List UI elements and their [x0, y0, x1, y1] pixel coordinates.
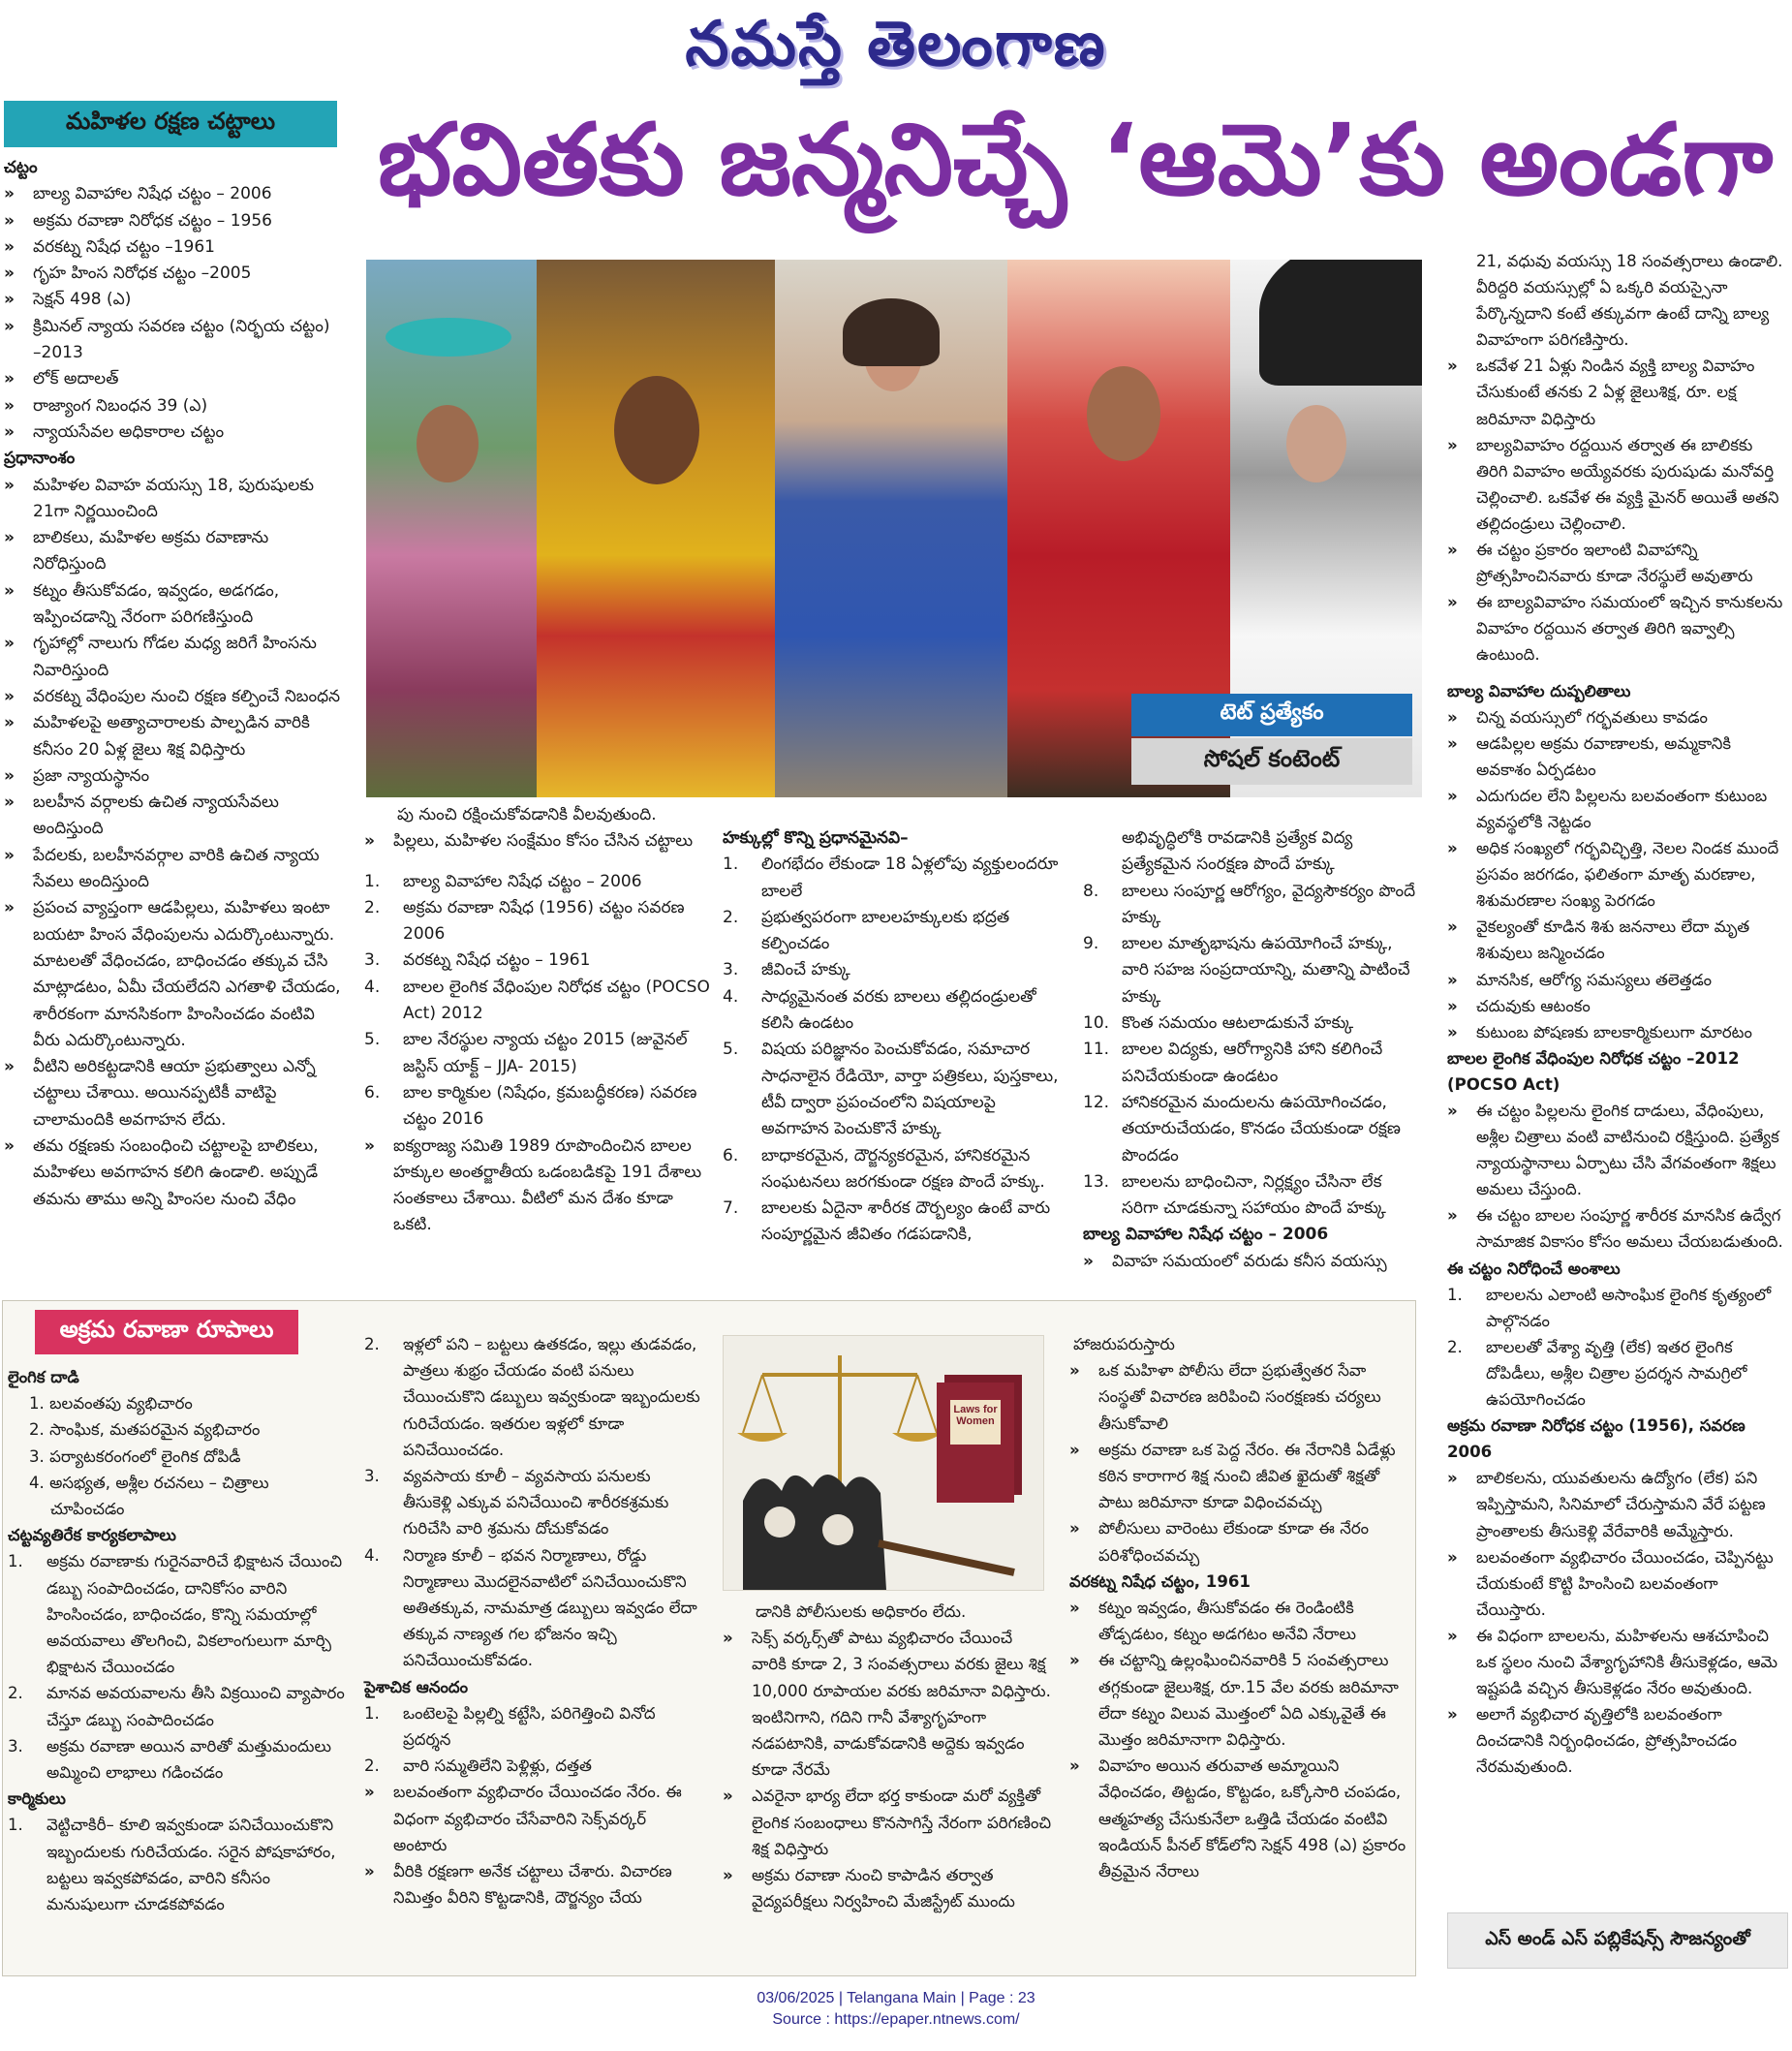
list-item: 1. బాల్య వివాహాల నిషేధ చట్టం – 2006	[364, 871, 642, 891]
justice-illustration	[723, 1335, 1044, 1591]
list-item: » ఈ చట్టాన్ని ఉల్లంఘించినవారికి 5 సంవత్సరాలు తగ్గకుండా జైలుశిక్ష, రూ.15 వేల వరకు జరిమానా లేదా కట్నం విలువ మొత్తంలో ఏది ఎక్కువైతే ఈ మొత్తం జరిమానాగా విధిస్తారు.	[1069, 1647, 1408, 1753]
list-item: » ఈ చట్టం పిల్లలను లైంగిక దాడులు, వేధింపులు, అశ్లీల చిత్రాలు వంటి వాటినుంచి రక్షిస్తుంది. ప్రత్యేక న్యాయస్థానాలు ఏర్పాటు చేసి వేగవంతంగా శిక్షలు అమలు చేస్తుంది.	[1447, 1098, 1786, 1202]
list-item: » బాలికలు, మహిళల అక్రమ రవాణాను నిరోధిస్తుంది	[4, 525, 343, 578]
list-item: 12. హానికరమైన మందులను ఉపయోగించడం, తయారుచేయడం, కొనడం చేయకుండా రక్షణ పొందడం	[1083, 1092, 1401, 1165]
paragraph: పు నుంచి రక్షించుకోవడానికి వీలవుతుంది.	[397, 805, 657, 824]
list-item: » పిల్లలు, మహిళల సంక్షేమం కోసం చేసిన చట్టాలు	[364, 828, 713, 855]
book-title: Laws for Women	[953, 1404, 998, 1427]
list-item: » బాల్యవివాహం రద్దయిన తర్వాత ఈ బాలికకు తిరిగి వివాహం అయ్యేవరకు పురుషుడు మనోవర్తి చెల్లించాలి. ఒకవేళ ఈ వ్యక్తి మైనర్ అయితే అతని తల్లిదండ్రులు చెల్లించాలి.	[1447, 432, 1786, 537]
list-item: 4. సాధ్యమైనంత వరకు బాలలు తల్లిదండ్రులతో కలిసి ఉండటం	[723, 986, 1036, 1034]
box-column-2	[364, 1331, 703, 1911]
subheading: వరకట్న నిషేధ చట్టం, 1961	[1069, 1571, 1251, 1591]
list-item: 1. బలవంతపు వ్యభిచారం	[29, 1394, 193, 1414]
list-item: 2. సాంఘిక, మతపరమైన వ్యభిచారం	[29, 1420, 261, 1440]
list-item: 5. బాల నేరస్థుల న్యాయ చట్టం 2015 (జువైనల్ జస్టిస్ యాక్ట్ – JJA- 2015)	[364, 1030, 688, 1076]
list-item: » ఎదుగుదల లేని పిల్లలను బలవంతంగా కుటుంబ వ్యవస్థలోకి నెట్టడం	[1447, 783, 1786, 835]
list-item: » లోక్ అదాలత్	[4, 366, 343, 392]
paragraph: డానికి పోలీసులకు అధికారం లేదు.	[756, 1602, 967, 1621]
footer-source-link[interactable]: Source : https://epaper.ntnews.com/	[772, 2011, 1020, 2028]
column-child-laws	[364, 802, 713, 1239]
list-item: 7. బాలలకు ఏదైనా శారీరక దౌర్బల్యం ఉంటే వారు సంపూర్ణమైన జీవితం గడపడానికి,	[723, 1198, 1051, 1245]
list-item: » బలవంతంగా వ్యభిచారం చేయించడం నేరం. ఈ విధంగా వ్యభిచారం చేసేవారిని సెక్స్‌వర్కర్ అంటారు	[364, 1779, 703, 1858]
list-item: » వీరికి రక్షణగా అనేక చట్టాలు చేశారు. విచారణ నిమిత్తం వీరిని కొట్టడానికి, దౌర్జన్యం చేయ	[364, 1858, 703, 1911]
footer-page-info: 03/06/2025 | Telangana Main | Page : 23	[757, 1990, 1035, 2006]
list-item: » బలవంతంగా వ్యభిచారం చేయించడం, చెప్పినట్టు చేయకుంటే కొట్టి హింసించి బలవంతంగా చేయిస్తారు.	[1447, 1544, 1786, 1623]
list-item: 6. బాల కార్మికుల (నిషేధం, క్రమబద్ధీకరణ) సవరణ చట్టం 2016	[364, 1082, 697, 1130]
list-item: 4. అసభ్యత, అశ్లీల రచనలు – చిత్రాలు చూపించడం	[29, 1473, 269, 1519]
list-item: » రాజ్యాంగ నిబంధన 39 (ఎ)	[4, 393, 343, 420]
list-item: » వరకట్న నిషేధ చట్టం –1961	[4, 234, 343, 261]
subheading: ప్రధానాంశం	[4, 449, 76, 469]
list-item: 3. వరకట్న నిషేధ చట్టం – 1961	[364, 950, 591, 971]
list-item: » వైకల్యంతో కూడిన శిశు జననాలు లేదా మృత శిశువులు జన్మించడం	[1447, 914, 1786, 966]
subheading: ఈ చట్టం నిరోధించే అంశాలు	[1447, 1259, 1621, 1278]
list-item: » కట్నం ఇవ్వడం, తీసుకోవడం ఈ రెండింటికి తోడ్పడటం, కట్నం అడగటం అనేవి నేరాలు	[1069, 1595, 1408, 1647]
list-item: 2. బాలలతో వేశ్యా వృత్తి (లేక) ఇతర లైంగిక దోపిడీలు, అశ్లీల చిత్రాల ప్రదర్శన సామగ్రిలో ఉపయోగించడం	[1447, 1337, 1747, 1410]
section-tag-trafficking: అక్రమ రవాణా రూపాలు	[35, 1310, 298, 1354]
subheading: లైంగిక దాడి	[8, 1368, 79, 1386]
list-item: » వివాహం అయిన తరువాత అమ్మాయిని వేధించడం, తిట్టడం, కొట్టడం, ఒక్కోసారి చంపడం, ఆత్మహత్య చేసుకునేలా ఒత్తిడి చేయడం వంటివి ఇండియన్ పీనల్ కోడ్‌లోని సెక్షన్ 498 (ఎ) ప్రకారం తీవ్రమైన నేరాలు	[1069, 1753, 1408, 1884]
list-item: » ఎవరైనా భార్య లేదా భర్త కాకుండా మరో వ్యక్తితో లైంగిక సంబంధాలు కొనసాగిస్తే నేరంగా పరిగణించి శిక్ష విధిస్తారు	[723, 1783, 1052, 1862]
subheading: కార్మికులు	[8, 1789, 66, 1809]
list-item: 1. లింగభేదం లేకుండా 18 ఏళ్లలోపు వ్యక్తులందరూ బాలలే	[723, 855, 1059, 901]
list-item: 3. జీవించే హక్కు	[723, 960, 850, 980]
list-item: 10. కొంత సమయం ఆటలాడుకునే హక్కు	[1083, 1013, 1354, 1034]
list-item: » చదువుకు ఆటంకం	[1447, 993, 1786, 1019]
list-item: 2. అక్రమ రవాణా నిషేధ (1956) చట్టం సవరణ 2006	[364, 897, 685, 945]
list-item: » ఐక్యరాజ్య సమితి 1989 రూపొందించిన బాలల హక్కుల అంతర్జాతీయ ఒడంబడికపై 191 దేశాలు సంతకాలు చేశాయి. వీటిలో మన దేశం కూడా ఒకటి.	[364, 1134, 713, 1239]
list-item: 4. నిర్మాణ కూలీ – భవన నిర్మాణాలు, రోడ్డు నిర్మాణాలు మొదలైనవాటిలో పనిచేయించుకొని అతితక్కువ, నామమాత్ర డబ్బులు ఇవ్వడం లేదా తక్కువ నాణ్యత గల భోజనం ఇచ్చి పనిచేయించుకోవడం.	[364, 1545, 697, 1670]
list-item: » అక్రమ రవాణా నిరోధక చట్టం – 1956	[4, 208, 343, 234]
list-item: » గృహ హింస నిరోధక చట్టం –2005	[4, 261, 343, 287]
paragraph: అభివృద్ధిలోకి రావడానికి ప్రత్యేక విద్య ప్రత్యేకమైన సంరక్షణ పొందే హక్కు	[1122, 828, 1353, 875]
list-item: 11. బాలల విద్యకు, ఆరోగ్యానికి హాని కలిగించే పనిచేయకుండా ఉండటం	[1083, 1040, 1383, 1086]
list-item: » చిన్న వయస్సులో గర్భవతులు కావడం	[1447, 704, 1786, 730]
list-item: 3. అక్రమ రవాణా అయిన వారితో మత్తుమందులు అమ్మించి లాభాలు గడించడం	[8, 1736, 331, 1783]
list-item: » న్యాయసేవల అధికారాల చట్టం	[4, 420, 343, 446]
list-item: 1. ఒంటెలపై పిల్లల్ని కట్టేసి, పరిగెత్తించి వినోద ప్రదర్శన	[364, 1703, 656, 1750]
list-item: » క్రిమినల్ న్యాయ సవరణ చట్టం (నిర్భయ చట్టం) –2013	[4, 314, 343, 367]
list-item: » బలహీన వర్గాలకు ఉచిత న్యాయసేవలు అందిస్తుంది	[4, 790, 343, 843]
list-item: 5. విషయ పరిజ్ఞానం పెంచుకోవడం, సమాచార సాధనాలైన రేడియో, వార్తా పత్రికలు, పుస్తకాలు, టీవీ ద్వారా ప్రపంచంలోని విషయాలపై అవగాహన పెంచుకొనే హక్కు	[723, 1040, 1059, 1139]
list-item: » వరకట్న వేధింపుల నుంచి రక్షణ కల్పించే నిబంధన	[4, 684, 343, 710]
list-item: » అలాగే వ్యభిచార వృత్తిలోకి బలవంతంగా దించడానికి నిర్బంధించడం, ప్రోత్సహించడం నేరమవుతుంది.	[1447, 1701, 1786, 1780]
list-item: 2. మానవ అవయవాలను తీసి విక్రయించి వ్యాపారం చేస్తూ డబ్బు సంపాదించడం	[8, 1684, 345, 1729]
list-item: » ప్రపంచ వ్యాప్తంగా ఆడపిల్లలు, మహిళలు ఇంటా బయటా హింస వేధింపులను ఎదుర్కొంటున్నారు. మాటలతో వేధించడం, బాధించడం తక్కువ చేసి మాట్లాడటం, ఏమీ చేయలేదని ఎగతాళి చేయడం, శారీరకంగా మానసికంగా హింసించడం వంటివి వీరు ఎదుర్కొంటున్నారు.	[4, 895, 343, 1054]
page-footer	[0, 1988, 1792, 2031]
list-item: » మహిళలపై అత్యాచారాలకు పాల్పడిన వారికి కనీసం 20 ఏళ్ల జైలు శిక్ష విధిస్తారు	[4, 710, 343, 763]
publication-credit: ఎస్ అండ్ ఎస్ పబ్లికేషన్స్ సౌజన్యంతో	[1447, 1912, 1788, 1969]
list-item: 2. ఇళ్లలో పని – బట్టలు ఉతకడం, ఇల్లు తుడవడం, పాత్రలు శుభ్రం చేయడం వంటి పనులు చేయించుకొని డబ్బులు ఇవ్వకుండా ఇబ్బందులకు గురిచేయడం. ఇతరుల ఇళ్లలో కూడా పనిచేయించడం.	[364, 1335, 700, 1459]
list-item: » ఈ చట్టం ప్రకారం ఇలాంటి వివాహాన్ని ప్రోత్సహించినవారు కూడా నేరస్థులే అవుతారు	[1447, 537, 1786, 589]
list-item: » అక్రమ రవాణా నుంచి కాపాడిన తర్వాత వైద్యపరీక్షలు నిర్వహించి మేజిస్ట్రేట్ ముందు	[723, 1862, 1052, 1914]
badge-tet-special: టెట్ ప్రత్యేకం	[1131, 694, 1412, 736]
list-item: » ప్రజా న్యాయస్థానం	[4, 763, 343, 790]
list-item: 6. బాధాకరమైన, దౌర్జన్యకరమైన, హానికరమైన సంఘటనలు జరగకుండా రక్షణ పొందే హక్కు.	[723, 1145, 1045, 1192]
column-laws	[4, 155, 343, 1213]
list-item: 13. బాలలను బాధించినా, నిర్లక్ష్యం చేసినా లేక సరిగా చూడకున్నా సహాయం పొందే హక్కు	[1083, 1171, 1386, 1219]
list-item: 1. వెట్టిచాకిరీ– కూలి ఇవ్వకుండా పనిచేయించుకొని ఇబ్బందులకు గురిచేయడం. సరైన పోషకాహారం, బట్టలు ఇవ్వకపోవడం, వారిని కనీసం మనుషులుగా చూడకపోవడం	[8, 1816, 336, 1914]
box-column-1	[8, 1364, 347, 1917]
list-item: » బాల్య వివాహాల నిషేధ చట్టం – 2006	[4, 181, 343, 207]
list-item: 9. బాలల మాతృభాషను ఉపయోగించే హక్కు, వారి సహజ సంప్రదాయాన్ని, మతాన్ని పాటించే హక్కు	[1083, 934, 1410, 1007]
list-item: » సెక్స్ వర్కర్స్‌తో పాటు వ్యభిచారం చేయించే వారికి కూడా 2, 3 సంవత్సరాలు వరకు జైలు శిక్ష 10,000 రూపాయల వరకు జరిమానా విధిస్తారు. ఇంటినిగాని, గదిని గానీ వేశ్యాగృహంగా నడపటానికి, వాడుకోవడానికి అద్దెకు ఇవ్వడం కూడా నేరమే	[723, 1625, 1052, 1783]
box-column-3	[723, 1599, 1052, 1914]
list-item: » బాలికలను, యువతులను ఉద్యోగం (లేక) పని ఇప్పిస్తామని, సినిమాలో చేరుస్తామని వేరే పట్టణ ప్రాంతాలకు తీసుకెళ్లి వేరేవారికి అమ్మేస్తారు.	[1447, 1465, 1786, 1543]
headline: భవితకు జన్మనిచ్చే ‘ఆమె’కు అండగా	[377, 103, 1774, 218]
list-item: » ఆడపిల్లల అక్రమ రవాణాలకు, అమ్మకానికి అవకాశం ఏర్పడటం	[1447, 730, 1786, 783]
column-child-rights	[723, 825, 1064, 1249]
subheading: బాల్య వివాహాల నిషేధ చట్టం – 2006	[1083, 1225, 1329, 1245]
scales-icon	[724, 1336, 1043, 1590]
list-item: 1. బాలలను ఎలాంటి అసాంఘిక లైంగిక కృత్యంలో పాల్గొనడం	[1447, 1285, 1772, 1330]
list-item: » ఈ బాల్యవివాహం సమయంలో ఇచ్చిన కానుకలను వివాహం రద్దయిన తర్వాత తిరిగి ఇవ్వాల్సి ఉంటుంది.	[1447, 589, 1786, 668]
subheading: చట్టవ్యతిరేక కార్యకలాపాలు	[8, 1526, 176, 1545]
subheading: అక్రమ రవాణా నిరోధక చట్టం (1956), సవరణ 2006	[1447, 1416, 1746, 1462]
list-item: 3. వ్యవసాయ కూలీ – వ్యవసాయ పనులకు తీసుకెళ్లి ఎక్కువ పనిచేయించి శారీరకశ్రమకు గురిచేసి వారి శ్రమను దోచుకోవడం	[364, 1467, 669, 1538]
list-item: » సెక్షన్ 498 (ఎ)	[4, 287, 343, 313]
list-item: 8. బాలలు సంపూర్ణ ఆరోగ్యం, వైద్యసౌకర్యం పొందే హక్కు	[1083, 881, 1416, 927]
list-item: » గృహాల్లో నాలుగు గోడల మధ్య జరిగే హింసను నివారిస్తుంది	[4, 631, 343, 684]
list-item: » ఒక మహిళా పోలీసు లేదా ప్రభుత్వేతర సేవా సంస్థతో విచారణ జరిపించి సంరక్షణకు చర్యలు తీసుకోవాలి	[1069, 1357, 1408, 1437]
list-item: » మహిళల వివాహ వయస్సు 18, పురుషులకు 21గా నిర్ణయించింది	[4, 473, 343, 526]
subheading: బాల్య వివాహాల దుష్పలితాలు	[1447, 681, 1631, 700]
column-child-rights-cont	[1083, 825, 1422, 1275]
subheading: పైశాచిక ఆనందం	[364, 1677, 469, 1696]
list-item: » అక్రమ రవాణా ఒక పెద్ద నేరం. ఈ నేరానికి ఏడేళ్లు కఠిన కారాగార శిక్ష నుంచి జీవిత ఖైదుతో శిక్షతో పాటు జరిమానా కూడా విధించవచ్చు	[1069, 1437, 1408, 1516]
paragraph: 21, వధువు వయస్సు 18 సంవత్సరాలు ఉండాలి. వీరిద్దరి వయస్సుల్లో ఏ ఒక్కరి వయస్సైనా పేర్కొన్నదాని కంటే తక్కువగా ఉంటే దాన్ని బాల్య వివాహంగా పరిగణిస్తారు.	[1476, 252, 1783, 350]
list-item: » ఈ విధంగా బాలలను, మహిళలను ఆశచూపించి ఒక స్థలం నుంచి వేశ్యాగృహానికి తీసుకెళ్లడం, ఆమె ఇష్టపడి వచ్చిన తీసుకెళ్లడం నేరం అవుతుంది.	[1447, 1623, 1786, 1701]
section-tag-laws: మహిళల రక్షణ చట్టాలు	[4, 101, 337, 147]
list-item: » కట్నం తీసుకోవడం, ఇవ్వడం, అడగడం, ఇప్పించడాన్ని నేరంగా పరిగణిస్తుంది	[4, 578, 343, 632]
list-item: 2. ప్రభుత్వపరంగా బాలలహక్కులకు భద్రత కల్పించడం	[723, 907, 1010, 954]
list-item: 4. బాలల లైంగిక వేధింపుల నిరోధక చట్టం (POCSO Act) 2012	[364, 977, 710, 1024]
list-item: » తమ రక్షణకు సంబంధించి చట్టాలపై బాలికలు, మహిళలు అవగాహన కలిగి ఉండాలి. అప్పుడే తమను తాము అన్ని హింసల నుంచి వేధిం	[4, 1134, 343, 1213]
subheading: బాలల లైంగిక వేధింపుల నిరోధక చట్టం –2012 (POCSO Act)	[1447, 1048, 1740, 1094]
list-item: » ఈ చట్టం బాలల సంపూర్ణ శారీరక మానసిక ఉద్వేగ సామాజిక వికాసం కోసం అమలు చేయబడుతుంది.	[1447, 1202, 1786, 1255]
list-item: » అధిక సంఖ్యలో గర్భవిచ్ఛిత్తి, నెలల నిండక ముందే ప్రసవం జరగడం, ఫలితంగా మాతృ మరణాల, శిశుమరణాల సంఖ్య పెరగడం	[1447, 835, 1786, 914]
list-item: » వీటిని అరికట్టడానికి ఆయా ప్రభుత్వాలు ఎన్నో చట్టాలు చేశాయి. అయినప్పటికీ వాటిపై చాలామందికి అవగాహన లేదు.	[4, 1054, 343, 1134]
photo-young-woman-sitting	[775, 260, 1007, 797]
list-item: » ఒకవేళ 21 ఏళ్లు నిండిన వ్యక్తి బాల్య వివాహం చేసుకుంటే తనకు 2 ఏళ్ల జైలుశిక్ష, రూ. లక్ష జరిమానా విధిస్తారు	[1447, 353, 1786, 431]
list-item: » పోలీసులు వారెంటు లేకుండా కూడా ఈ నేరం పరిశోధించవచ్చు	[1069, 1515, 1408, 1568]
photo-woman-in-yellow-sari	[537, 260, 775, 797]
subheading: చట్టం	[4, 158, 38, 177]
paragraph: హాజరుపరుస్తారు	[1073, 1335, 1175, 1353]
list-item: 1. అక్రమ రవాణాకు గురైనవారిచే భిక్షాటన చేయించి డబ్బు సంపాదించడం, దానికోసం వారిని హింసించడం, బాధించడం, కొన్ని సమయాల్లో అవయవాలు తొలగించి, వికలాంగులుగా మార్చి భిక్షాటన చేయించడం	[8, 1552, 343, 1677]
list-item: » కుటుంబ పోషణకు బాలకార్మికులుగా మారటం	[1447, 1019, 1786, 1045]
list-item: » వివాహ సమయంలో వరుడు కనీస వయస్సు	[1083, 1249, 1422, 1275]
list-item: 3. పర్యాటకరంగంలో లైంగిక దోపిడీ	[29, 1446, 241, 1466]
list-item: 2. వారి సమ్మతిలేని పెళ్లిళ్లు, దత్తత	[364, 1756, 592, 1776]
box-column-4	[1069, 1331, 1408, 1884]
subheading: హక్కుల్లో కొన్ని ప్రధానమైనవి–	[723, 828, 909, 848]
photo-woman-with-basket	[366, 260, 537, 797]
list-item: » పేదలకు, బలహీనవర్గాల వారికి ఉచిత న్యాయ సేవలు అందిస్తుంది	[4, 843, 343, 896]
badge-social-content: సోషల్ కంటెంట్	[1131, 738, 1412, 785]
masthead: నమస్తే తెలంగాణ	[685, 8, 1107, 80]
column-child-marriage	[1447, 248, 1786, 1780]
list-item: » మానసిక, ఆరోగ్య సమస్యలు తలెత్తడం	[1447, 967, 1786, 993]
